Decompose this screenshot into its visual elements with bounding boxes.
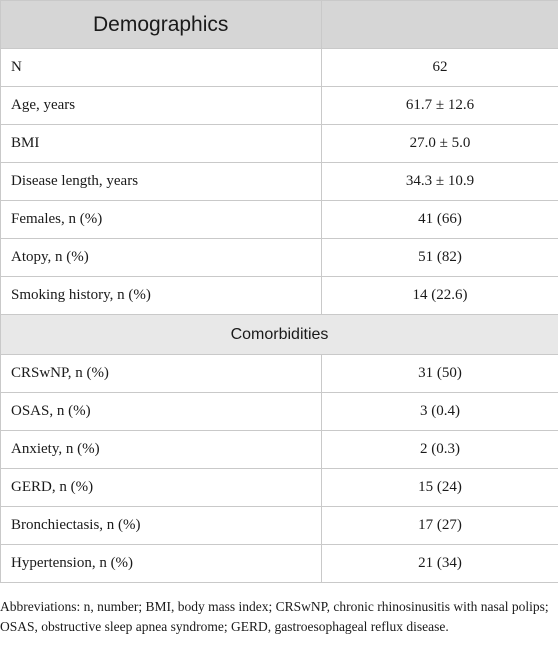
table-row [1, 163, 558, 201]
table-row [1, 277, 558, 315]
row-value: 51 (82) [322, 239, 558, 277]
row-value: 34.3 ± 10.9 [322, 163, 558, 201]
section-header-row [1, 315, 558, 355]
table-row [1, 239, 558, 277]
row-label: Females, n (%) [1, 201, 322, 239]
row-label: Disease length, years [1, 163, 322, 201]
table-row [1, 431, 558, 469]
row-value: 61.7 ± 12.6 [322, 87, 558, 125]
row-value: 17 (27) [322, 507, 558, 545]
table-row [1, 545, 558, 583]
row-value: 2 (0.3) [322, 431, 558, 469]
table-row [1, 393, 558, 431]
row-label: Bronchiectasis, n (%) [1, 507, 322, 545]
row-label: Atopy, n (%) [1, 239, 322, 277]
row-label: OSAS, n (%) [1, 393, 322, 431]
row-label: Anxiety, n (%) [1, 431, 322, 469]
table-row [1, 507, 558, 545]
row-label: GERD, n (%) [1, 469, 322, 507]
table-footnote: Abbreviations: n, number; BMI, body mass index; CRSwNP, chronic rhinosinusitis with nasal polips; OSAS, obstructive sleep apnea syndrome; GERD, gastroesophageal reflux disease. [0, 599, 549, 634]
table-row [1, 125, 558, 163]
row-value: 15 (24) [322, 469, 558, 507]
row-value: 3 (0.4) [322, 393, 558, 431]
row-value: 14 (22.6) [322, 277, 558, 315]
table-header-blank [322, 1, 558, 49]
row-label: Hypertension, n (%) [1, 545, 322, 583]
table-row [1, 49, 558, 87]
table-row [1, 355, 558, 393]
row-value: 27.0 ± 5.0 [322, 125, 558, 163]
row-value: 31 (50) [322, 355, 558, 393]
row-label: BMI [1, 125, 322, 163]
table-row [1, 469, 558, 507]
table-header-title: Demographics [1, 1, 322, 49]
table-row [1, 87, 558, 125]
row-label: Smoking history, n (%) [1, 277, 322, 315]
row-value: 62 [322, 49, 558, 87]
row-value: 21 (34) [322, 545, 558, 583]
row-label: N [1, 49, 322, 87]
section-title-comorbidities: Comorbidities [1, 315, 558, 355]
table-row [1, 201, 558, 239]
row-label: CRSwNP, n (%) [1, 355, 322, 393]
row-value: 41 (66) [322, 201, 558, 239]
row-label: Age, years [1, 87, 322, 125]
table-header-row [1, 1, 558, 49]
